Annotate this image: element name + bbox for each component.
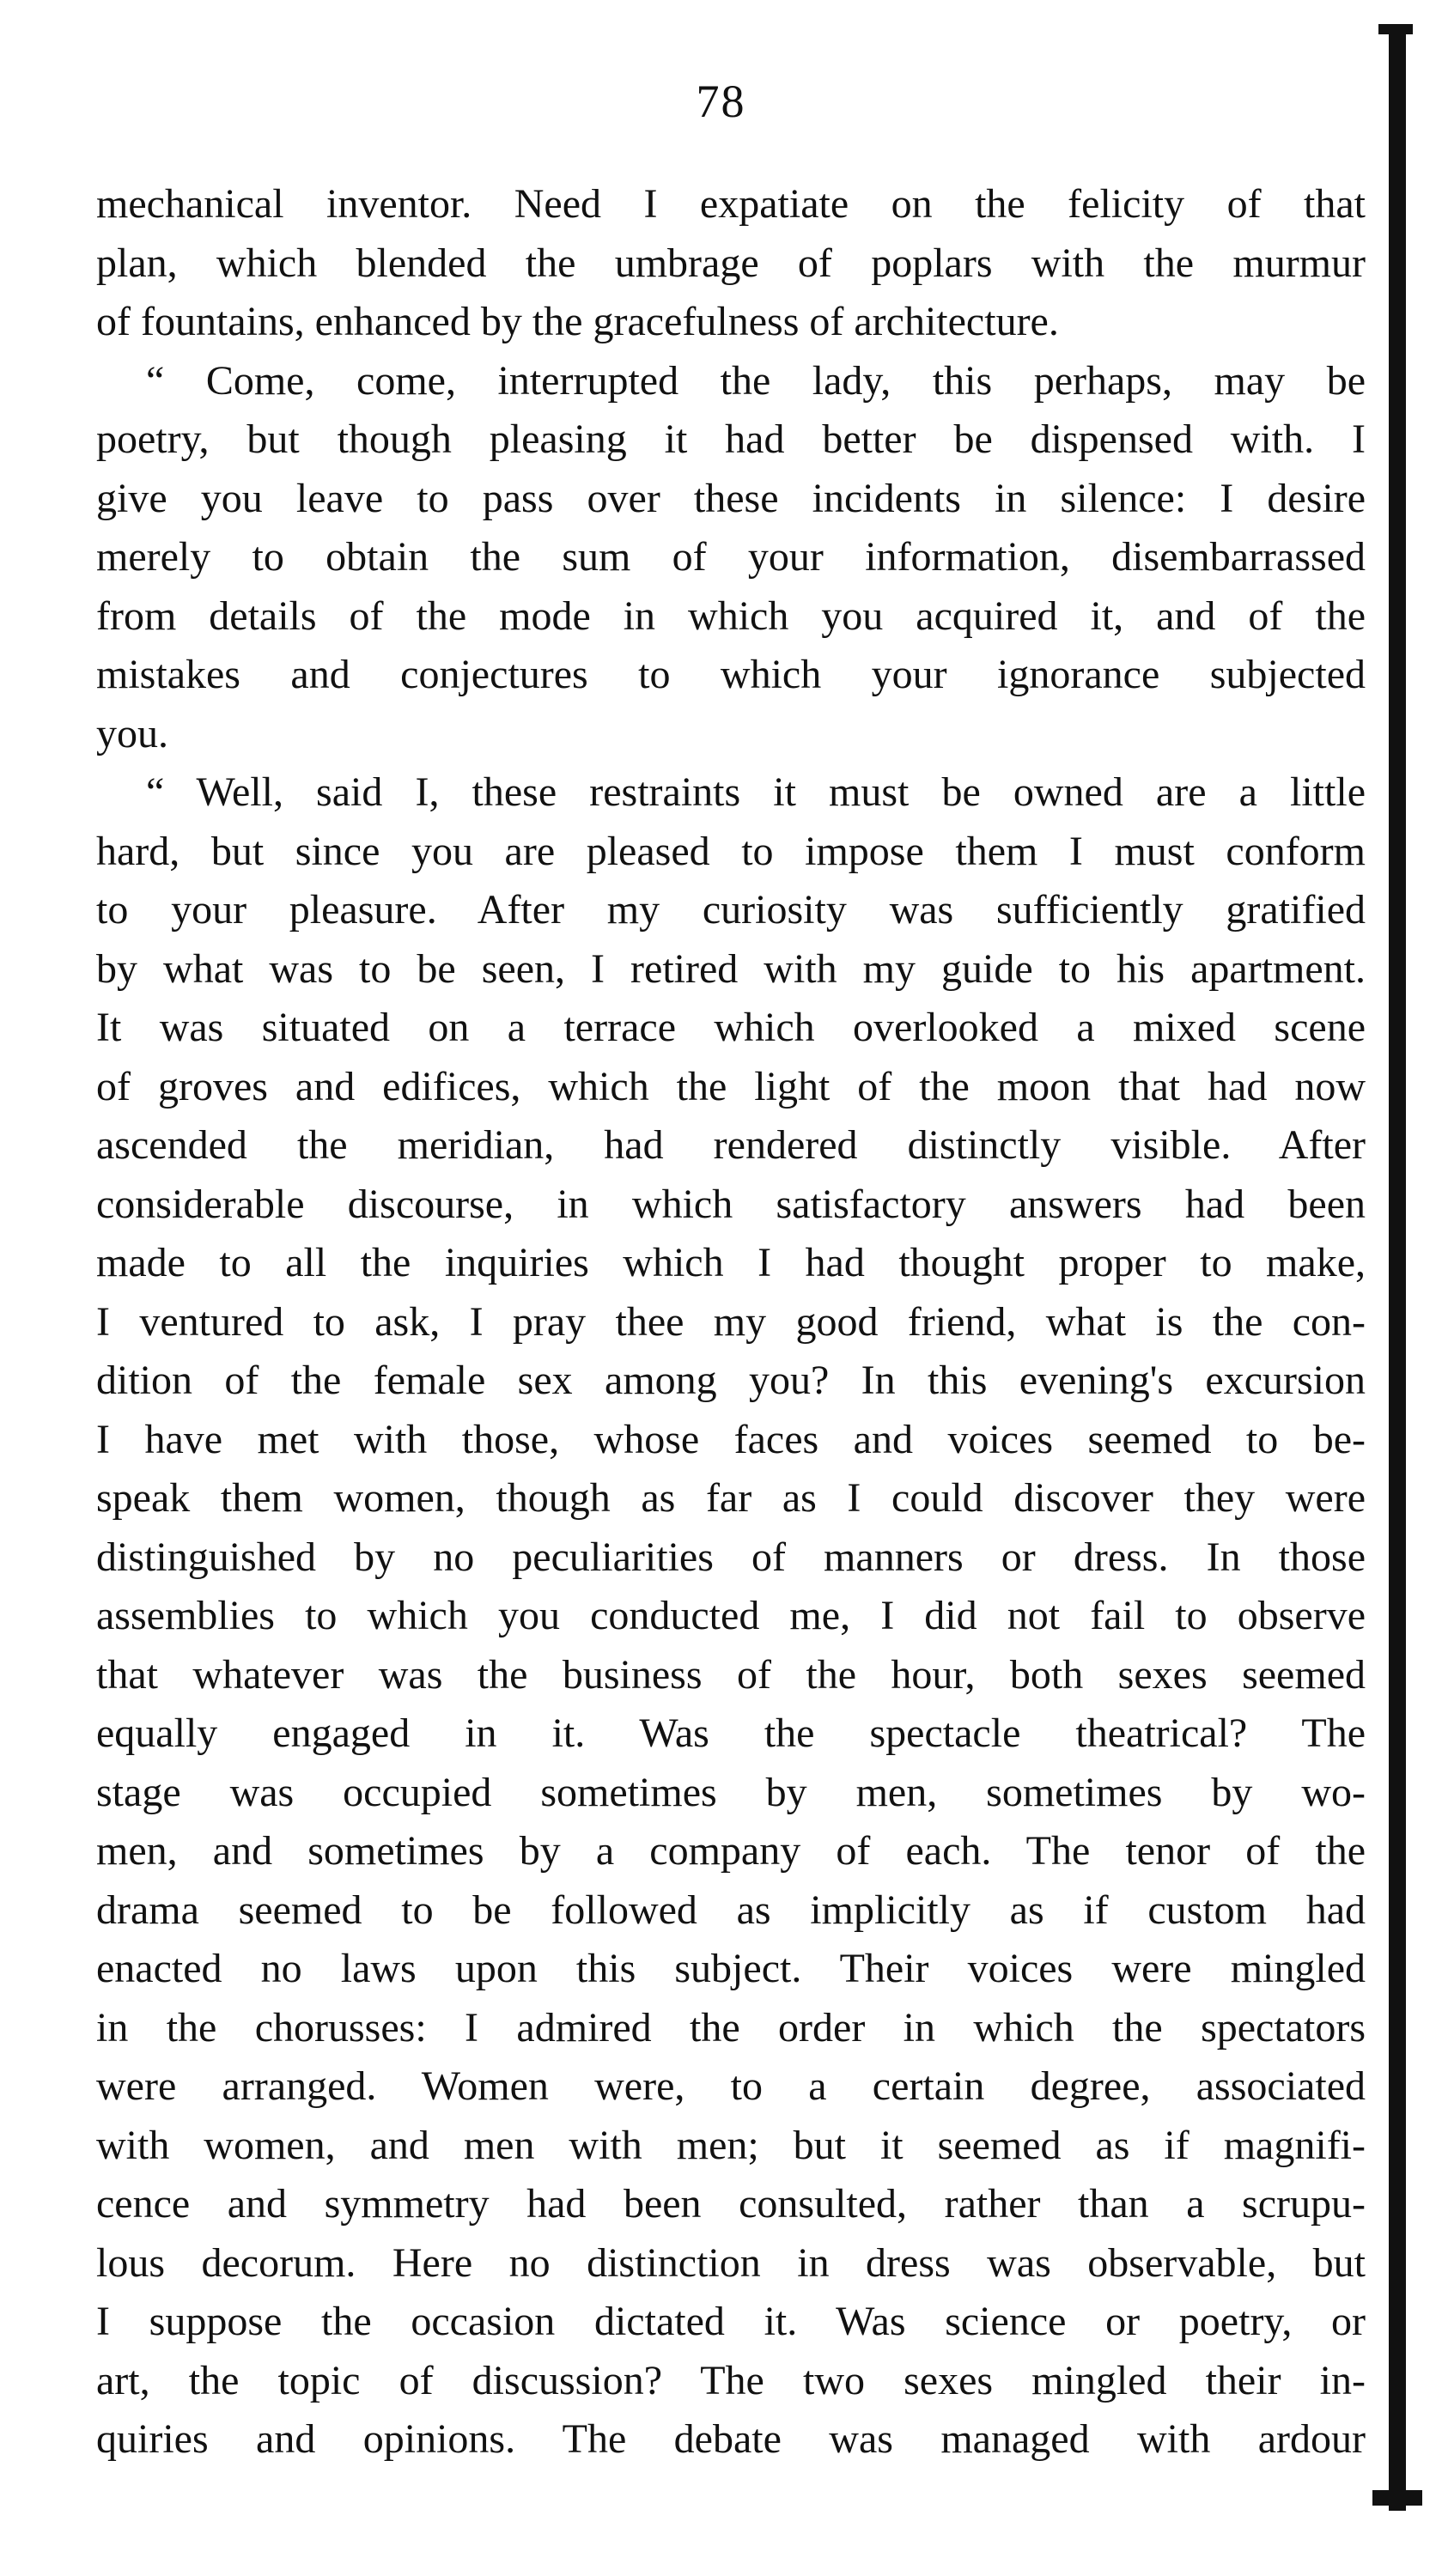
text-line: I have met with those, whose faces and voices seemed to be- [96, 1416, 1366, 1462]
text-line: distinguished by no peculiarities of manners or dress. In those [96, 1534, 1366, 1580]
text-line: you. [96, 710, 168, 756]
text-line: lous decorum. Here no distinction in dress was observable, but [96, 2239, 1366, 2286]
text-line: considerable discourse, in which satisfactory answers had been [96, 1181, 1366, 1227]
text-line: “ Well, said I, these restraints it must be owned are a little [146, 769, 1366, 815]
text-line: art, the topic of discussion? The two sexes mingled their in- [96, 2357, 1366, 2403]
text-line: drama seemed to be followed as implicitly as if custom had [96, 1886, 1366, 1933]
text-line: I ventured to ask, I pray thee my good friend, what is the con- [96, 1298, 1366, 1345]
text-line: cence and symmetry had been consulted, rather than a scrupu- [96, 2181, 1366, 2227]
text-line: that whatever was the business of the hour, both sexes seemed [96, 1651, 1366, 1698]
text-line: assemblies to which you conducted me, I did not fail to observe [96, 1593, 1366, 1638]
text-line: give you leave to pass over these incidents in silence: I desire [96, 475, 1366, 521]
body-text [96, 175, 1366, 2470]
text-line: plan, which blended the umbrage of poplars with the murmur [96, 240, 1366, 286]
text-line: mistakes and conjectures to which your ignorance subjected [96, 652, 1366, 697]
text-line: enacted no laws upon this subject. Their voices were mingled [96, 1946, 1366, 1991]
page-edge-bar-foot [1372, 2490, 1422, 2506]
text-line: to your pleasure. After my curiosity was sufficiently gratified [96, 887, 1366, 933]
text-line: hard, but since you are pleased to impose them I must conform [96, 828, 1366, 874]
text-line: quiries and opinions. The debate was managed with ardour [96, 2416, 1366, 2462]
page-number: 78 [696, 76, 746, 127]
text-line: by what was to be seen, I retired with my guide to his apartment. [96, 945, 1366, 992]
text-line: mechanical inventor. Need I expatiate on the felicity of that [96, 181, 1366, 227]
page-edge-bar [1389, 29, 1406, 2511]
text-line: equally engaged in it. Was the spectacle theatrical? The [96, 1710, 1366, 1756]
text-line: I suppose the occasion dictated it. Was science or poetry, or [96, 2299, 1366, 2344]
text-line: It was situated on a terrace which overlooked a mixed scene [96, 1005, 1366, 1050]
text-line: dition of the female sex among you? In this evening's excursion [96, 1358, 1366, 1403]
text-line: poetry, but though pleasing it had better be dispensed with. I [96, 416, 1366, 462]
text-line: merely to obtain the sum of your information, disembarrassed [96, 534, 1366, 580]
text-line: made to all the inquiries which I had thought proper to make, [96, 1240, 1366, 1285]
text-line: men, and sometimes by a company of each. The tenor of the [96, 1828, 1366, 1874]
text-line: of fountains, enhanced by the gracefulness of architecture. [96, 299, 1059, 344]
text-line: stage was occupied sometimes by men, sometimes by wo- [96, 1769, 1366, 1815]
text-line: speak them women, though as far as I could discover they were [96, 1475, 1366, 1521]
text-line: from details of the mode in which you acquired it, and of the [96, 592, 1366, 639]
text-line: were arranged. Women were, to a certain degree, associated [96, 2063, 1366, 2109]
text-line: ascended the meridian, had rendered distinctly visible. After [96, 1122, 1366, 1168]
text-line: “ Come, come, interrupted the lady, this perhaps, may be [146, 357, 1366, 404]
text-line: in the chorusses: I admired the order in which the spectators [96, 2004, 1366, 2050]
text-line: with women, and men with men; but it seemed as if magnifi- [96, 2122, 1366, 2168]
text-line: of groves and edifices, which the light of the moon that had now [96, 1063, 1366, 1109]
